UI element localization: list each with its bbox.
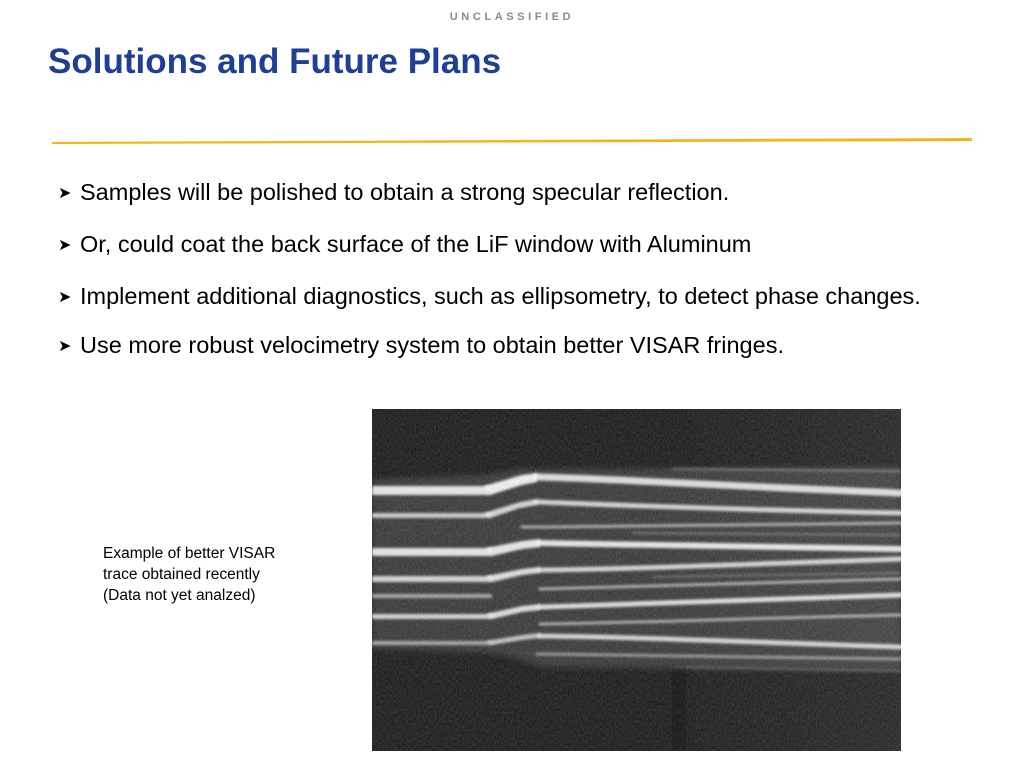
right-arrowhead-icon: ➤ [58,235,72,254]
title-underline [52,136,972,144]
bullet-list [58,176,988,381]
right-arrowhead-icon: ➤ [58,287,72,306]
bullet-item [58,228,988,261]
bullet-text: Samples will be polished to obtain a strong specular reflection. [80,179,730,205]
slide-title: Solutions and Future Plans [48,42,502,81]
caption-line: trace obtained recently [103,566,260,583]
caption-line: Example of better VISAR [103,545,276,562]
right-arrowhead-icon: ➤ [58,336,72,355]
bullet-text: Use more robust velocimetry system to obtain better VISAR fringes. [80,332,784,358]
right-arrowhead-icon: ➤ [58,183,72,202]
caption-line: (Data not yet analzed) [103,587,256,604]
image-caption [103,543,353,606]
bullet-item [58,176,988,209]
classification-banner: UNCLASSIFIED [449,11,575,23]
bullet-text: Or, could coat the back surface of the LiF window with Aluminum [80,231,752,257]
visar-trace-image [372,409,901,751]
bullet-text: Implement additional diagnostics, such as ellipsometry, to detect phase changes. [80,283,921,309]
bullet-item [58,329,988,362]
bullet-item [58,280,988,313]
